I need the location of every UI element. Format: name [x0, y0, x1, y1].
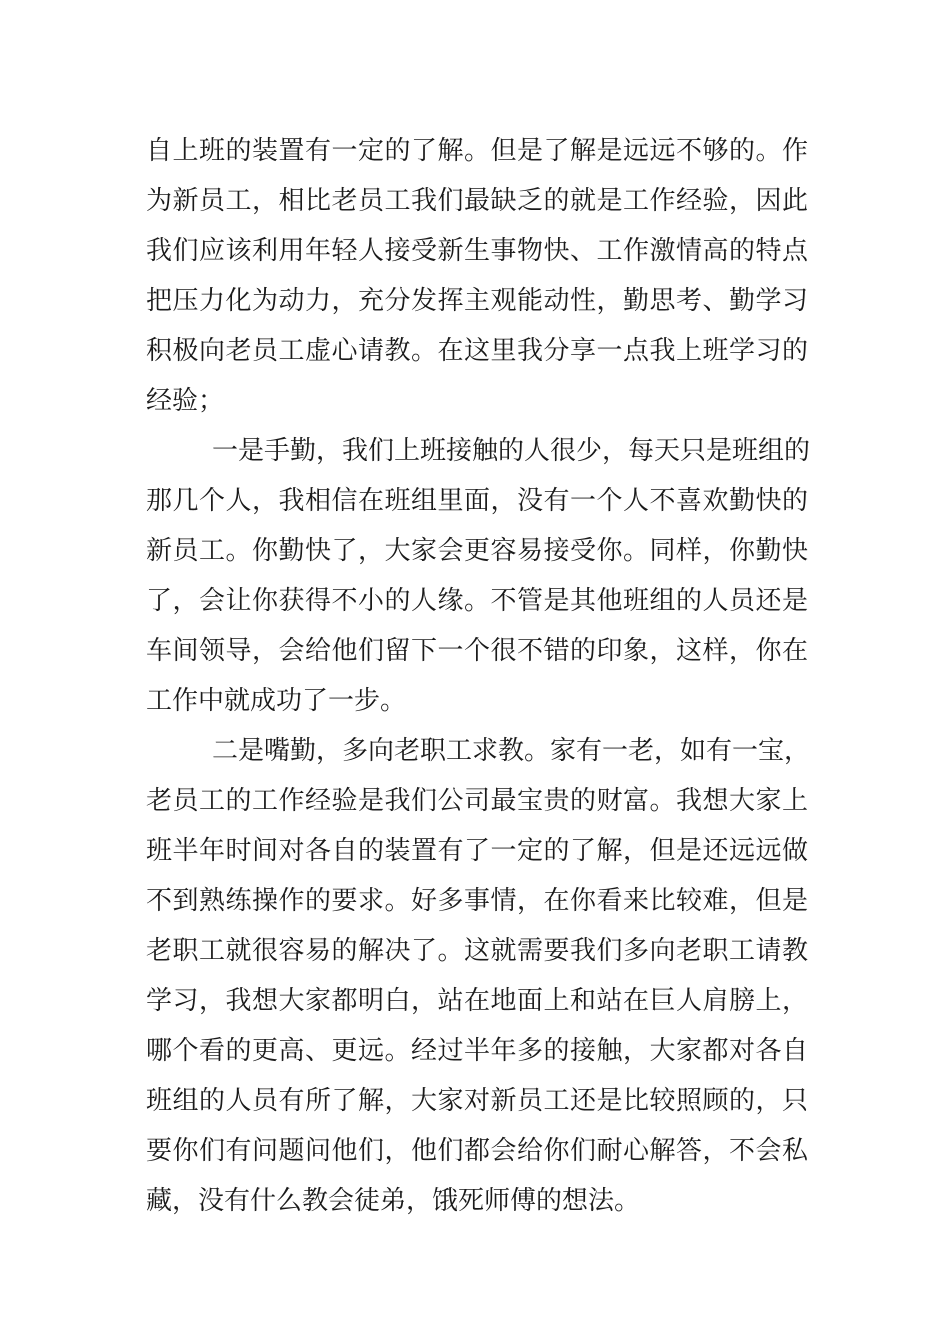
- paragraph-line: 学习，我想大家都明白，站在地面上和站在巨人肩膀上，: [146, 986, 808, 1016]
- paragraph-3: [146, 726, 811, 1226]
- paragraph-line: 不到熟练操作的要求。好多事情，在你看来比较难，但是: [146, 886, 808, 916]
- paragraph-line: 自上班的装置有一定的了解。但是了解是远远不够的。作: [146, 136, 808, 166]
- paragraph-line: 为新员工，相比老员工我们最缺乏的就是工作经验，因此: [146, 186, 808, 216]
- paragraph-line: 班组的人员有所了解，大家对新员工还是比较照顾的，只: [146, 1086, 808, 1116]
- paragraph-line: 了，会让你获得不小的人缘。不管是其他班组的人员还是: [146, 586, 808, 616]
- paragraph-line: 一是手勤，我们上班接触的人很少，每天只是班组的: [212, 436, 811, 466]
- paragraph-line: 藏，没有什么教会徒弟，饿死师傅的想法。: [146, 1186, 641, 1216]
- paragraph-line: 新员工。你勤快了，大家会更容易接受你。同样，你勤快: [146, 536, 808, 566]
- paragraph-line: 积极向老员工虚心请教。在这里我分享一点我上班学习的: [146, 336, 808, 366]
- paragraph-line: 哪个看的更高、更远。经过半年多的接触，大家都对各自: [146, 1036, 808, 1066]
- paragraph-1: [146, 126, 808, 426]
- paragraph-line: 要你们有问题问他们，他们都会给你们耐心解答，不会私: [146, 1136, 808, 1166]
- paragraph-line: 班半年时间对各自的装置有了一定的了解，但是还远远做: [146, 836, 808, 866]
- paragraph-line: 我们应该利用年轻人接受新生事物快、工作激情高的特点: [146, 236, 808, 266]
- paragraph-2: [146, 426, 811, 726]
- paragraph-line: 车间领导，会给他们留下一个很不错的印象，这样，你在: [146, 636, 808, 666]
- paragraph-line: 工作中就成功了一步。: [146, 686, 407, 716]
- paragraph-line: 那几个人，我相信在班组里面，没有一个人不喜欢勤快的: [146, 486, 808, 516]
- paragraph-line: 老员工的工作经验是我们公司最宝贵的财富。我想大家上: [146, 786, 808, 816]
- paragraph-line: 二是嘴勤，多向老职工求教。家有一老，如有一宝，: [212, 736, 811, 766]
- paragraph-line: 经验；: [146, 386, 225, 416]
- document-body: [146, 126, 811, 1226]
- paragraph-line: 把压力化为动力，充分发挥主观能动性，勤思考、勤学习: [146, 286, 808, 316]
- paragraph-line: 老职工就很容易的解决了。这就需要我们多向老职工请教: [146, 936, 808, 966]
